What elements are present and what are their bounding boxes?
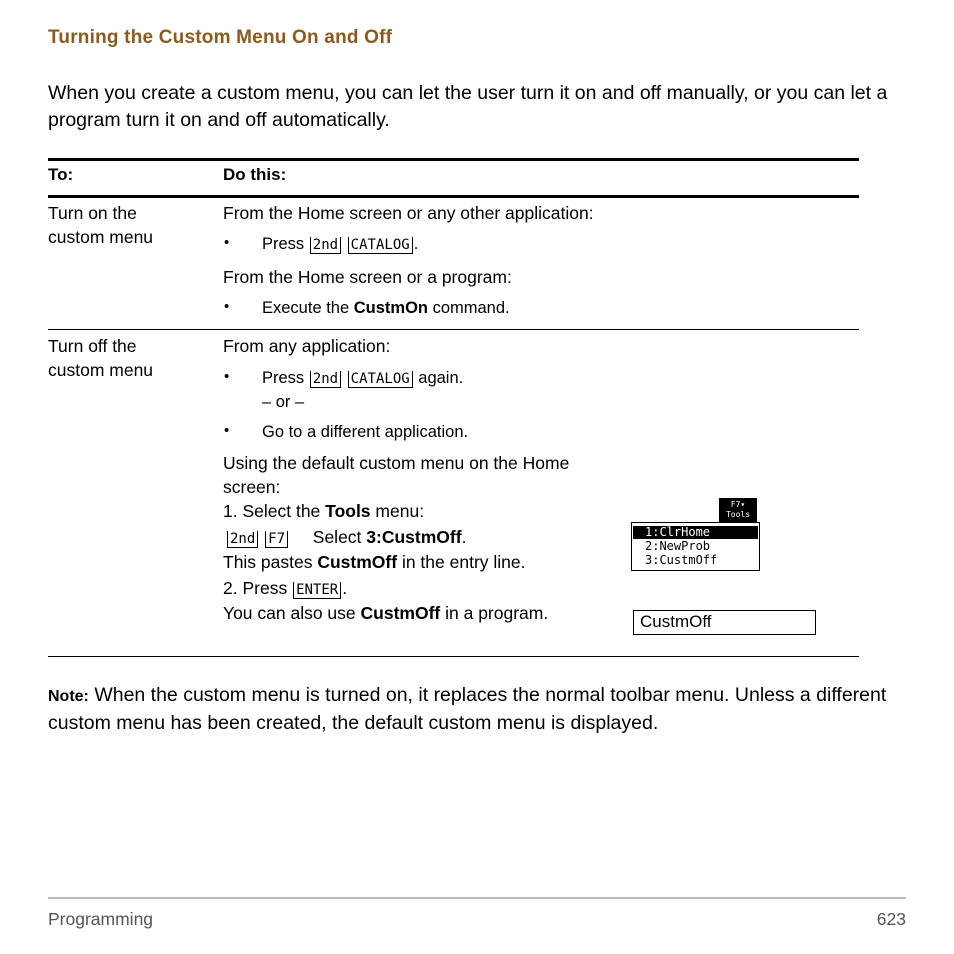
pastes-prefix: This pastes xyxy=(223,552,313,572)
tools-tab xyxy=(719,498,757,522)
table-header-rule xyxy=(48,195,859,198)
row-divider xyxy=(48,329,859,330)
step1-prefix: 1. Select the xyxy=(223,501,321,521)
tools-label: Tools xyxy=(325,501,371,521)
command-text: command. xyxy=(432,299,510,317)
custmon-command: CustmOn xyxy=(353,299,428,317)
period-text: . xyxy=(342,578,348,598)
menu-item: 3:CustmOff xyxy=(645,553,718,567)
custmoff-command: CustmOff xyxy=(360,603,441,623)
pastes-text xyxy=(223,550,526,574)
menu-item: 2:NewProb xyxy=(645,539,711,553)
calculator-menu-screen xyxy=(631,522,760,571)
also-prefix: You can also use xyxy=(223,603,356,623)
key-2nd: 2nd xyxy=(227,531,258,548)
row2-line2: Using the default custom menu on the Home screen: xyxy=(223,453,570,497)
key-f7: F7 xyxy=(265,531,288,548)
col-header-do-this: Do this: xyxy=(223,165,287,184)
bullet-icon: • xyxy=(224,298,230,315)
select-text: Select xyxy=(312,527,362,547)
custmoff-item: 3:CustmOff xyxy=(366,527,462,547)
press-text: Press xyxy=(262,369,305,387)
row2-task: Turn off the custom menu xyxy=(48,336,154,380)
bullet-icon: • xyxy=(224,234,230,251)
period-text: . xyxy=(413,235,419,253)
execute-text: Execute the xyxy=(262,299,350,317)
section-heading: Turning the Custom Menu On and Off xyxy=(48,27,393,48)
col-header-to: To: xyxy=(48,165,74,184)
footer-rule xyxy=(48,897,906,899)
again-text: again. xyxy=(418,369,464,387)
note-text: When the custom menu is turned on, it replaces the normal toolbar menu. Unless a different custom menu has been created, the default custom menu is displayed. xyxy=(48,684,887,734)
key-2nd: 2nd xyxy=(310,237,341,254)
row1-line2: From the Home screen or a program: xyxy=(223,267,512,287)
key-catalog: CATALOG xyxy=(348,237,413,254)
also-text xyxy=(223,601,548,625)
note-label: Note: xyxy=(48,688,89,705)
step2-text xyxy=(223,576,347,600)
row1-task: Turn on the custom menu xyxy=(48,203,154,247)
entry-line: CustmOff xyxy=(633,610,816,635)
period-text: . xyxy=(461,527,467,547)
also-suffix: in a program. xyxy=(445,603,549,623)
table-top-rule xyxy=(48,158,859,161)
tab-tools-label: Tools xyxy=(725,510,751,519)
step2-prefix: 2. Press xyxy=(223,578,288,598)
key-catalog: CATALOG xyxy=(348,371,413,388)
key-enter: ENTER xyxy=(293,582,341,599)
or-separator: – or – xyxy=(262,393,305,411)
note-paragraph xyxy=(48,682,908,737)
key-2nd: 2nd xyxy=(310,371,341,388)
page-number: 623 xyxy=(876,909,906,929)
step1-text xyxy=(223,499,424,523)
bullet-icon: • xyxy=(224,368,230,385)
pastes-suffix: in the entry line. xyxy=(401,552,526,572)
row1-line1: From the Home screen or any other application: xyxy=(223,203,594,223)
bullet-icon: • xyxy=(224,422,230,439)
footer-section: Programming xyxy=(48,909,154,929)
step1-keys xyxy=(226,525,466,549)
tab-f7-label: F7▾ xyxy=(730,500,746,509)
table-bottom-rule xyxy=(48,656,859,657)
menu-item: 1:ClrHome xyxy=(633,526,758,539)
row2-bullet1 xyxy=(262,366,463,390)
row1-bullet2 xyxy=(262,296,510,320)
row2-bullet2: Go to a different application. xyxy=(262,423,469,441)
press-text: Press xyxy=(262,235,305,253)
row1-bullet1 xyxy=(262,232,418,256)
row2-line1: From any application: xyxy=(223,336,391,356)
step1-suffix: menu: xyxy=(375,501,425,521)
custmoff-command: CustmOff xyxy=(317,552,398,572)
intro-paragraph: When you create a custom menu, you can let the user turn it on and off manually, or you can let a program turn it on and off automatically. xyxy=(48,82,888,131)
